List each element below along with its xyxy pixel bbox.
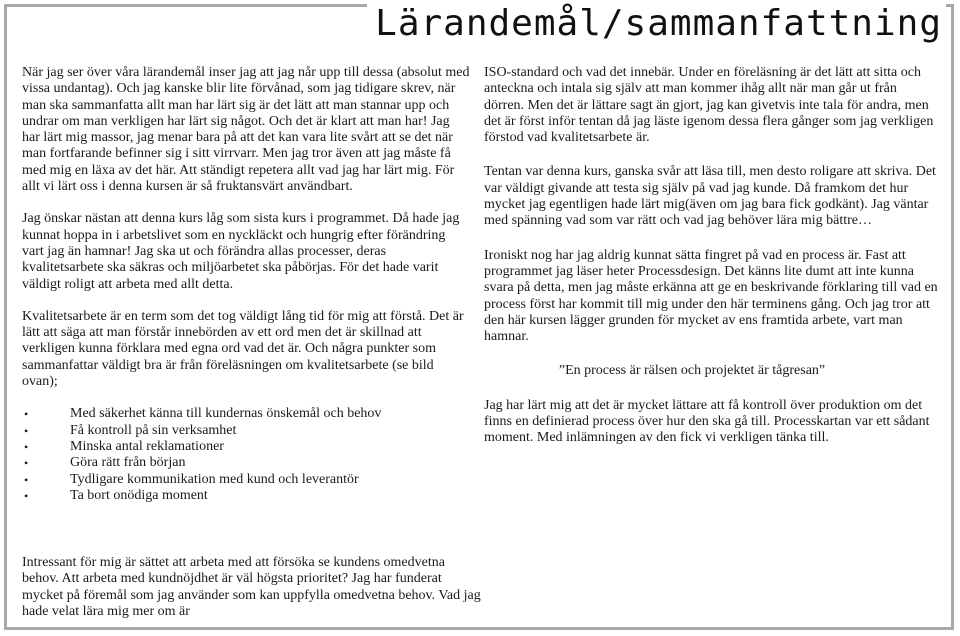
left-bottom-paragraph	[22, 555, 482, 620]
left-paragraph-2: Jag önskar nästan att denna kurs låg som sista kurs i programmet. Då hade jag kunnat hoppa in i arbetslivet som en nyckläckt och hungrig efter förändring vart jag än hamnar! Jag ska ut och förändra allas processer, deras kvalitetsarbete ska säkras och miljöarbetet ska påbörjas. För det hade varit väldigt roligt att arbeta med allt detta.	[22, 211, 460, 292]
right-paragraph-1: ISO-standard och vad det innebär. Under en föreläsning är det lätt att sitta och anteckna och intala sig själv att man kommer ihåg allt när man går ut från dörren. Men det är lättare sagt än gjort, jag kan givetvis inte tala för andra, men det är först inför tentan då jag läste igenom dessa flera gånger som jag verkligen förstod vad kvalitetsarbete är.	[484, 65, 934, 146]
list-item: • Tydligare kommunikation med kund och leverantör	[22, 472, 470, 488]
page-title: Lärandemål/sammanfattning	[367, 2, 946, 46]
list-item: • Minska antal reklamationer	[22, 439, 470, 455]
left-column	[22, 65, 470, 504]
quote: ”En process är rälsen och projektet är tågresan”	[558, 363, 826, 379]
list-item: • Få kontroll på sin verksamhet	[22, 423, 470, 439]
right-column	[484, 65, 940, 447]
list-item: • Ta bort onödiga moment	[22, 488, 470, 504]
left-paragraph-4: Intressant för mig är sättet att arbeta med att försöka se kundens omedvetna behov. Att arbeta med kundnöjdhet är väl högsta prioritet? Jag har funderat mycket på föremål som jag använder som kan uppfylla omedvetna behov. Vad jag hade velat lära mig mer om är	[22, 555, 481, 619]
right-paragraph-4: Jag har lärt mig att det är mycket lättare att få kontroll över produktion om det finns en definierad process över hur den ska gå till. Processkartan var ett sådant moment. Med inlämningen av den fick vi verkligen tänka till.	[484, 397, 930, 446]
list-item: • Med säkerhet känna till kundernas önskemål och behov	[22, 406, 470, 422]
bullet-list	[22, 406, 470, 504]
left-paragraph-1: När jag ser över våra lärandemål inser jag att jag når upp till dessa (absolut med vissa undantag). Och jag kanske blir lite förvånad, som jag tidigare skrev, när man ska sammanfatta allt man har lärt sig är det lätt att man stannar upp och undrar om man verkligen har lärt sig något. Och det är klart att man har! Jag har lärt mig massor, jag menar bara på att det kan vara lite svårt att se det när man fortfarande befinner sig i sitt virrvarr. Men jag tror även att jag måste få med mig en läxa av det här. Att ständigt repetera allt vad jag har lärt mig. För allt vi lärt oss i denna kursen är så fruktansvärt användbart.	[22, 65, 470, 195]
left-paragraph-3: Kvalitetsarbete är en term som det tog väldigt lång tid för mig att förstå. Det är lätt att säga att man förstår innebörden av ett ord men det är skillnad att verkligen kunna förklara med egna ord vad det är. Och några punkter som sammanfattar väldigt bra är från föreläsningen om kvalitetsarbete (se bild ovan);	[22, 308, 464, 390]
right-paragraph-3: Ironiskt nog har jag aldrig kunnat sätta fingret på vad en process är. Fast att programmet jag läser heter Processdesign. Det känns lite dumt att inte kunna svara på detta, men jag måste erkänna att ge en beskrivande förklaring till vad en process först har kommit till mig under den här terminens gång. Och jag tror att den här kursen lägger grunden för mycket av ens framtida arbete, vart man hamnar.	[484, 247, 938, 345]
right-paragraph-2: Tentan var denna kurs, ganska svår att läsa till, men desto roligare att skriva. Det var väldigt givande att testa sig själv på vad jag kunde. Då framkom det hur mycket jag egentligen hade lärt mig(även om jag bara fick godkänt). Jag väntar med spänning vad som var rätt och vad jag behöver lära mig bättre…	[484, 164, 936, 229]
list-item: • Göra rätt från början	[22, 455, 470, 471]
